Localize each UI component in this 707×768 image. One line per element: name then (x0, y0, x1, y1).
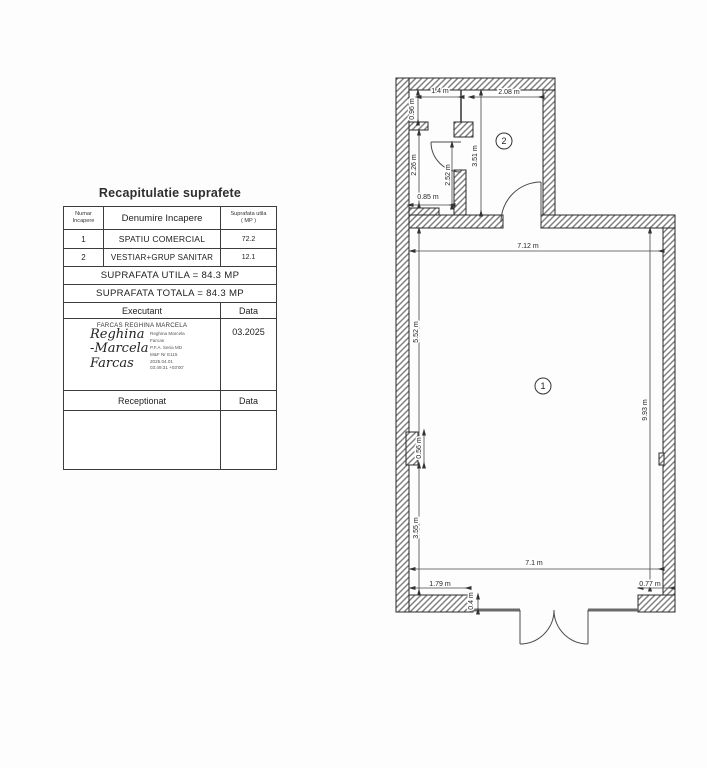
row1-suprafata: 72.2 (241, 235, 256, 243)
table-header-row (64, 207, 276, 230)
table-row (64, 230, 276, 249)
executant-header-row (64, 303, 276, 319)
dimension-label: 0.85 m (417, 194, 439, 201)
dimension-label: 2.26 m (411, 154, 418, 176)
dimension-label: 3.51 m (472, 145, 479, 167)
wall-top-upper (396, 78, 555, 90)
dimension-label: 0.56 m (416, 437, 423, 459)
wall-right-upper-block (543, 90, 555, 215)
table-row (64, 249, 276, 267)
dimension-label: 0.4 m (468, 592, 475, 610)
executant-label: Executant (64, 303, 221, 318)
dimension-label: 5.52 m (413, 321, 420, 343)
receptionat-header-row (64, 391, 276, 411)
dimension-label: 1.79 m (429, 581, 451, 588)
digital-signature-details (150, 331, 185, 372)
floor-plan (388, 70, 688, 662)
signature-detail-line: P.F.A. Seria MD (150, 344, 183, 350)
dimension-label: 2.52 m (445, 164, 452, 186)
room-label-number: 2 (501, 136, 507, 146)
dimension-label: 2.08 m (498, 89, 520, 96)
wall-bottom-right (638, 595, 675, 612)
dimension-label: 9.93 m (642, 399, 649, 421)
signature-detail-line: M&F Nr E115 (150, 351, 178, 357)
recap-table (63, 206, 277, 470)
dimension-labels (409, 88, 661, 610)
dimension-label: 0.96 m (409, 98, 416, 120)
row2-suprafata: 12.1 (241, 254, 256, 261)
total-utila-row: SUPRAFATA UTILA = 84.3 MP (64, 267, 276, 285)
header-suprafata: Suprafata utila ( MP ) (230, 211, 267, 224)
wall-right-notch (659, 453, 664, 465)
wall-main-top-right (541, 215, 675, 228)
signature-row (64, 319, 276, 391)
room2-door (501, 182, 541, 222)
walls (396, 78, 675, 612)
row1-numar: 1 (64, 230, 104, 248)
room-label-number: 1 (540, 381, 546, 391)
signature-detail-line: Reghina Marcela (150, 331, 185, 336)
wall-divider-lower (454, 170, 466, 215)
header-denumire: Denumire Incapere (104, 207, 221, 229)
receptionat-data-label: Data (238, 395, 258, 406)
row1-denumire: SPATIU COMERCIAL (104, 230, 221, 248)
signature-script: Reghina -Marcela Farcas (90, 327, 149, 371)
signer-printed-name: FARCAS REGHINA MARCELA (96, 322, 188, 329)
signature-cell (64, 319, 221, 390)
executant-date-cell (221, 319, 276, 390)
row2-numar: 2 (64, 249, 104, 266)
empty-row (64, 411, 276, 469)
dimension-label: 7.1 m (525, 560, 543, 567)
wall-right-main (663, 228, 675, 610)
wall-main-top-left (409, 215, 503, 228)
dimension-label: 1.4 m (431, 88, 449, 95)
entrance-double-door (520, 610, 588, 644)
total-totala-row: SUPRAFATA TOTALA = 84.3 MP (64, 285, 276, 303)
row2-denumire: VESTIAR+GRUP SANITAR (104, 249, 221, 266)
receptionat-label: Receptionat (64, 391, 221, 410)
signature-detail-line: 2025.04.01 (150, 358, 173, 364)
wall-bottom-left (409, 595, 473, 612)
wall-left (396, 78, 409, 612)
header-numar: Numar Incapere (64, 207, 104, 229)
dimension-label: 3.55 m (413, 517, 420, 539)
executant-data-label: Data (238, 305, 258, 316)
signature-detail-line: Farcas (150, 337, 165, 343)
signature-detail-line: 03:49:31 +03'00' (150, 365, 184, 371)
table-title: Recapitulatie suprafete (98, 186, 242, 200)
wall-divider-stub (454, 122, 473, 137)
dimension-label: 7.12 m (517, 243, 539, 250)
executant-date: 03.2025 (232, 327, 265, 337)
dimension-label: 0.77 m (639, 581, 661, 588)
wall-left-fin (409, 122, 428, 130)
